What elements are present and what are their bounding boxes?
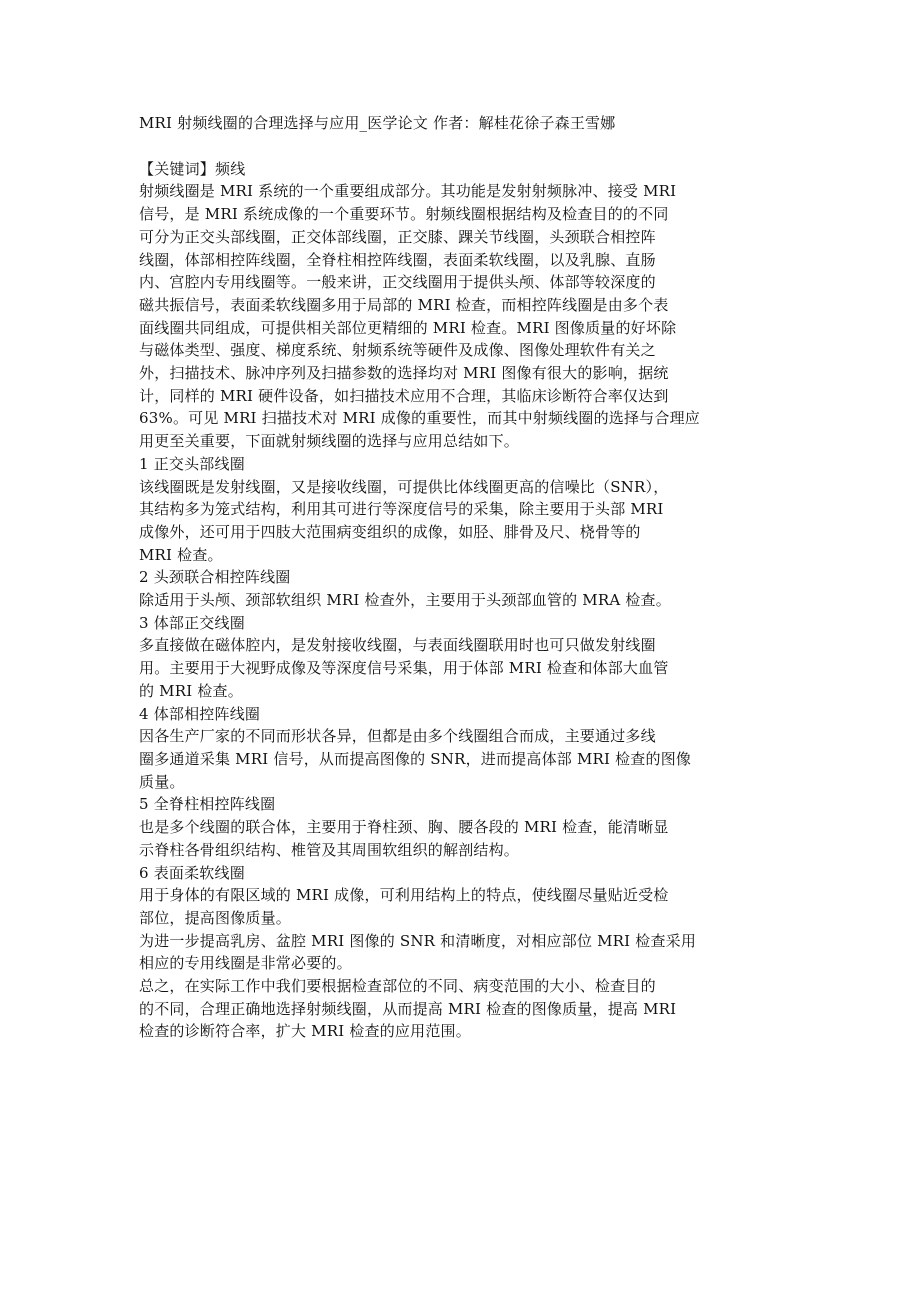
- body-line: 【关键词】频线: [139, 159, 246, 178]
- body-line: 射频线圈是 MRI 系统的一个重要组成部分。其功能是发射射频脉冲、接受 MRI: [139, 182, 677, 201]
- body-line: 也是多个线圈的联合体，主要用于脊柱颈、胸、腰各段的 MRI 检查，能清晰显: [139, 818, 669, 837]
- body-line: 该线圈既是发射线圈，又是接收线圈，可提供比体线圈更高的信噪比（SNR），: [139, 477, 669, 496]
- body-line: 用。主要用于大视野成像及等深度信号采集，用于体部 MRI 检查和体部大血管: [139, 659, 669, 678]
- body-line: 6 表面柔软线圈: [139, 863, 245, 882]
- body-line: 用更至关重要，下面就射频线圈的选择与应用总结如下。: [139, 432, 520, 451]
- body-line: 计，同样的 MRI 硬件设备，如扫描技术应用不合理，其临床诊断符合率仅达到: [139, 386, 669, 405]
- body-line: 2 头颈联合相控阵线圈: [139, 568, 291, 587]
- body-line: 总之，在实际工作中我们要根据检查部位的不同、病变范围的大小、检查目的: [139, 977, 656, 996]
- body-line: 可分为正交头部线圈，正交体部线圈，正交膝、踝关节线圈，头颈联合相控阵: [139, 227, 656, 246]
- body-line: 线圈，体部相控阵线圈，全脊柱相控阵线圈，表面柔软线圈，以及乳腺、直肠: [139, 250, 656, 269]
- document-page: [139, 112, 779, 1043]
- body-line: 示脊柱各骨组织结构、椎管及其周围软组织的解剖结构。: [139, 840, 520, 859]
- body-line: 信号，是 MRI 系统成像的一个重要环节。射频线圈根据结构及检查目的的不同: [139, 205, 669, 224]
- body-line: 与磁体类型、强度、梯度系统、射频系统等硬件及成像、图像处理软件有关之: [139, 341, 656, 360]
- body-line: 内、宫腔内专用线圈等。一般来讲，正交线圈用于提供头颅、体部等较深度的: [139, 273, 656, 292]
- body-line: 因各生产厂家的不同而形状各异，但都是由多个线圈组合而成，主要通过多线: [139, 727, 656, 746]
- body-line: 检查的诊断符合率，扩大 MRI 检查的应用范围。: [139, 1022, 471, 1041]
- body-line: MRI 检查。: [139, 545, 223, 564]
- body-line: 除适用于头颅、颈部软组织 MRI 检查外，主要用于头颈部血管的 MRA 检查。: [139, 591, 671, 610]
- body-line: 3 体部正交线圈: [139, 613, 245, 632]
- body-line: 面线圈共同组成，可提供相关部位更精细的 MRI 检查。MRI 图像质量的好坏除: [139, 318, 677, 337]
- body-line: 用于身体的有限区域的 MRI 成像，可利用结构上的特点，使线圈尽量贴近受检: [139, 886, 669, 905]
- body-line: 的不同，合理正确地选择射频线圈，从而提高 MRI 检查的图像质量，提高 MRI: [139, 999, 677, 1018]
- body-line: 4 体部相控阵线圈: [139, 704, 261, 723]
- body-line: 圈多通道采集 MRI 信号，从而提高图像的 SNR，进而提高体部 MRI 检查的图像: [139, 749, 692, 768]
- body-line: 相应的专用线圈是非常必要的。: [139, 954, 352, 973]
- body-line: 其结构多为笼式结构，利用其可进行等深度信号的采集，除主要用于头部 MRI: [139, 500, 664, 519]
- body-line: 部位，提高图像质量。: [139, 908, 292, 927]
- body-line: 为进一步提高乳房、盆腔 MRI 图像的 SNR 和清晰度，对相应部位 MRI 检查采用: [139, 931, 697, 950]
- document-title: MRI 射频线圈的合理选择与应用_医学论文 作者：解桂花徐子森王雪娜: [139, 114, 616, 132]
- body-line: 磁共振信号，表面柔软线圈多用于局部的 MRI 检查，而相控阵线圈是由多个表: [139, 295, 669, 314]
- document-body: [139, 158, 779, 1043]
- body-line: 多直接做在磁体腔内，是发射接收线圈，与表面线圈联用时也可只做发射线圈: [139, 636, 656, 655]
- body-line: 的 MRI 检查。: [139, 681, 243, 700]
- body-line: 外，扫描技术、脉冲序列及扫描参数的选择均对 MRI 图像有很大的影响，据统: [139, 364, 669, 383]
- body-line: 1 正交头部线圈: [139, 454, 245, 473]
- body-line: 63%。可见 MRI 扫描技术对 MRI 成像的重要性，而其中射频线圈的选择与合理应: [139, 409, 700, 428]
- body-line: 质量。: [139, 772, 185, 791]
- body-line: 成像外，还可用于四肢大范围病变组织的成像，如胫、腓骨及尺、桡骨等的: [139, 522, 641, 541]
- body-line: 5 全脊柱相控阵线圈: [139, 795, 276, 814]
